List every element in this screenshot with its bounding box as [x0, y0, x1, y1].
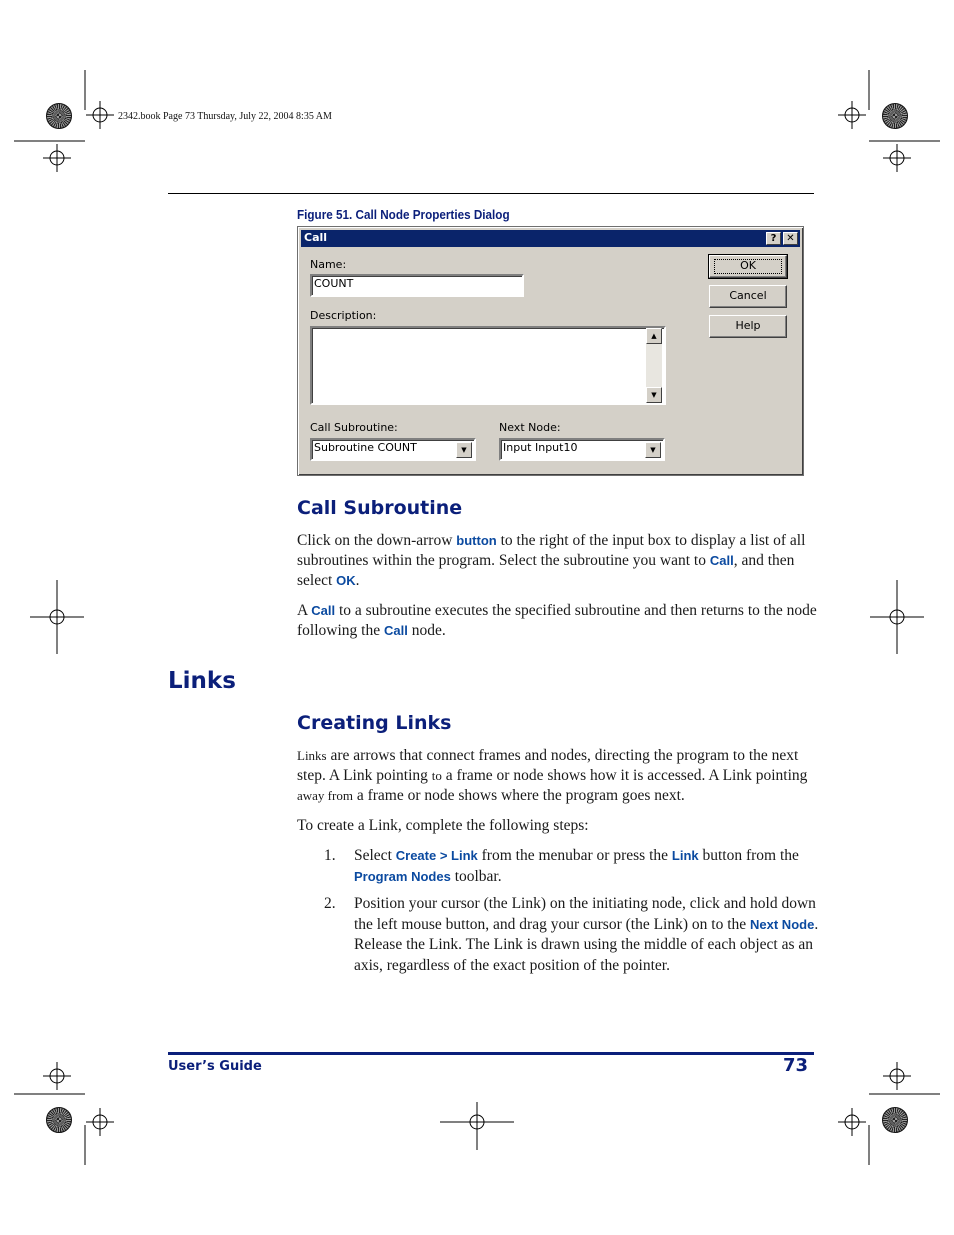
name-input[interactable]: COUNT: [310, 274, 524, 297]
ui-term: Next Node: [750, 916, 815, 932]
ui-term: Call: [383, 623, 408, 638]
next-node-select[interactable]: [499, 438, 665, 461]
step-number: 1.: [324, 847, 336, 864]
scroll-down-icon[interactable]: ▼: [646, 387, 662, 403]
page-number: 73: [782, 1055, 808, 1076]
help-titlebar-button[interactable]: ?: [766, 232, 781, 245]
text: toolbar.: [450, 867, 502, 885]
call-paragraph-2: [297, 601, 819, 641]
call-subroutine-value: Subroutine COUNT: [314, 441, 417, 454]
list-item: [324, 846, 819, 888]
text: .: [355, 572, 360, 589]
chevron-down-icon[interactable]: ▼: [645, 442, 661, 458]
text: Select: [354, 847, 396, 864]
links-paragraph-2: To create a Link, complete the following steps:: [297, 817, 589, 834]
ok-button[interactable]: [709, 255, 787, 278]
ui-term: Create > Link: [395, 848, 478, 863]
dialog-title: Call: [304, 231, 328, 244]
text: to a subroutine executes the specified subroutine and then returns to the node following the: [297, 602, 817, 639]
next-node-value: Input Input10: [503, 441, 578, 454]
links-paragraph-1: [297, 746, 819, 806]
links-heading: Links: [168, 668, 236, 694]
close-icon[interactable]: ✕: [783, 232, 798, 245]
scroll-up-icon[interactable]: ▲: [646, 328, 662, 344]
text: Links: [297, 748, 327, 763]
text: are arrows that connect frames and nodes, directing the program to the next step. A Link pointing: [297, 747, 799, 784]
dialog-titlebar: [301, 230, 800, 247]
ui-term: Link: [671, 848, 699, 863]
name-label: Name:: [310, 258, 347, 271]
text: a frame or node shows how it is accessed. A Link pointing: [441, 767, 808, 784]
ok-button-label: OK: [740, 259, 756, 272]
text: away from: [297, 788, 353, 803]
cancel-button[interactable]: Cancel: [709, 285, 787, 308]
text: Click on the down-arrow: [297, 532, 457, 549]
footer-title: User’s Guide: [168, 1059, 262, 1074]
step-text: [354, 894, 820, 976]
footer-rule: [168, 1052, 814, 1055]
call-subroutine-select[interactable]: [310, 438, 476, 461]
step-text: [354, 846, 820, 887]
text: Position your cursor (the Link) on the initiating node, click and hold down the left mouse button, and drag your cursor (the Link) on to the: [354, 895, 816, 933]
text: a frame or node shows where the program goes next.: [352, 787, 685, 804]
help-button[interactable]: Help: [709, 315, 787, 338]
text: from the menubar or press the: [477, 847, 672, 864]
ui-term: button: [456, 533, 497, 548]
creating-links-heading: Creating Links: [297, 712, 452, 734]
chevron-down-icon[interactable]: ▼: [456, 442, 472, 458]
description-scrollbar[interactable]: [646, 328, 662, 403]
text: , and then select: [297, 552, 795, 589]
description-label: Description:: [310, 309, 377, 322]
figure-caption: Figure 51. Call Node Properties Dialog: [297, 207, 510, 222]
header-rule: [168, 193, 814, 194]
ui-term: Program Nodes: [354, 868, 451, 884]
text: button from the: [698, 847, 799, 864]
call-subroutine-heading: Call Subroutine: [297, 497, 463, 519]
call-dialog: [297, 226, 804, 476]
text: to: [431, 768, 442, 783]
ui-term: Call: [709, 553, 734, 568]
description-textarea[interactable]: [310, 326, 666, 405]
call-subroutine-label: Call Subroutine:: [310, 421, 398, 434]
next-node-label: Next Node:: [499, 421, 561, 434]
list-item: [324, 894, 819, 978]
ui-term: Call: [311, 603, 336, 618]
step-number: 2.: [324, 895, 336, 912]
call-paragraph-1: [297, 531, 819, 591]
text: . Release the Link. The Link is drawn using the middle of each object as an axis, regardless of the exact position of the pointer.: [354, 915, 819, 974]
text: A: [297, 602, 312, 619]
focus-rectangle: [714, 259, 782, 274]
text: to the right of the input box to display a list of all subroutines within the program. Select the subroutine you want to: [297, 532, 806, 569]
ui-term: OK: [336, 573, 356, 588]
text: node.: [407, 622, 446, 639]
print-slug: 2342.book Page 73 Thursday, July 22, 2004 8:35 AM: [118, 111, 332, 122]
